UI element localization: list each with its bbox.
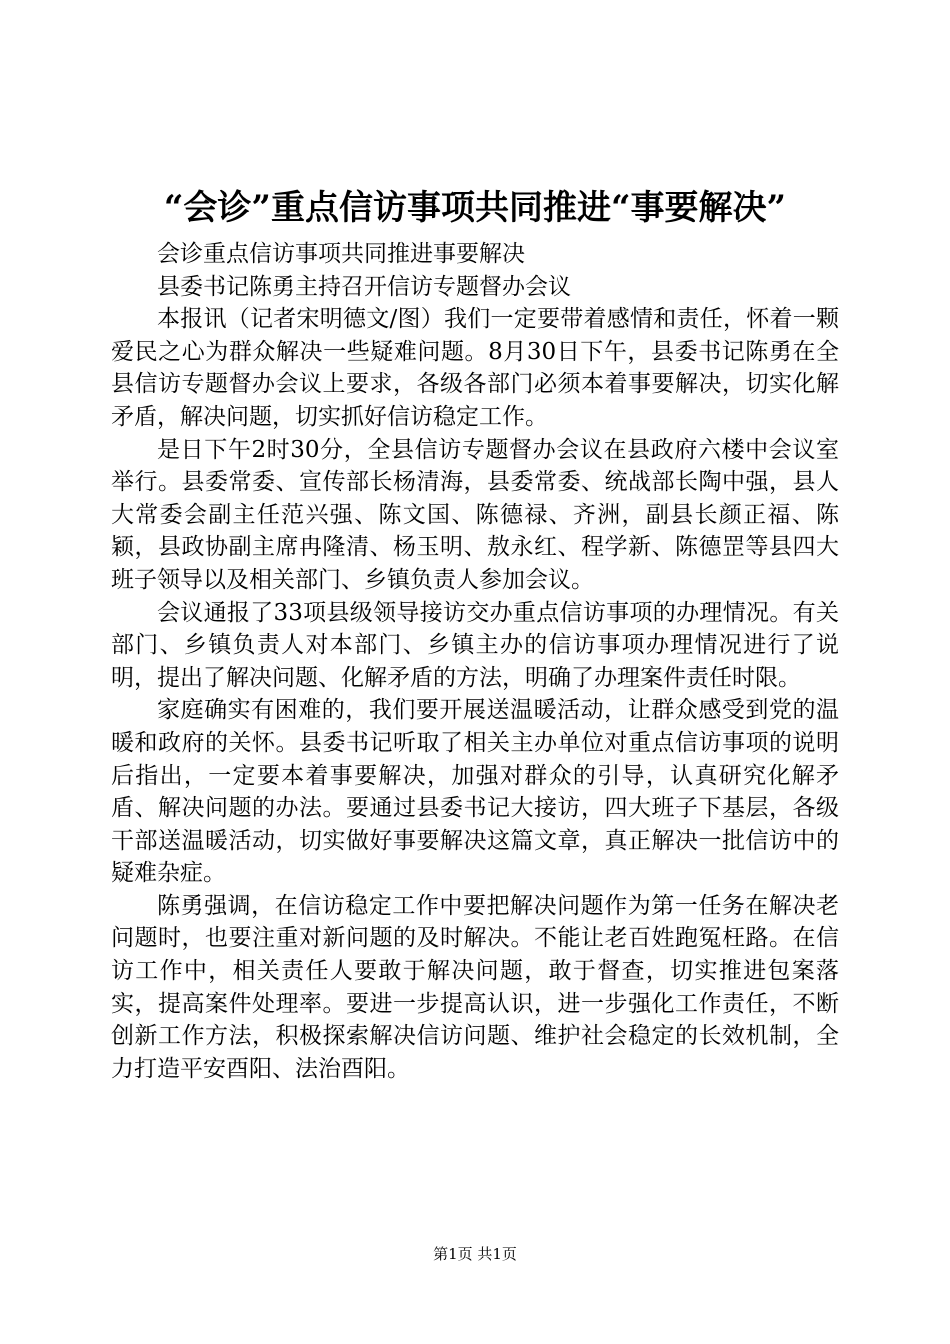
subtitle-paragraph: 会诊重点信访事项共同推进事要解决 [157, 241, 525, 267]
subtitle-paragraph: 县委书记陈勇主持召开信访专题督办会议 [157, 273, 571, 300]
body-paragraph: 会议通报了33项县级领导接访交办重点信访事项的办理情况。有关部门、乡镇负责人对本部门、乡镇主办的信访事项办理情况进行了说明，提出了解决问题、化解矛盾的方法，明确了办理案件责任时限。 [111, 599, 839, 691]
body-paragraph: 陈勇强调，在信访稳定工作中要把解决问题作为第一任务在解决老问题时，也要注重对新问题的及时解决。不能让老百姓跑冤枉路。在信访工作中，相关责任人要敢于解决问题，敢于督查，切实推进包案落实，提高案件处理率。要进一步提高认识，进一步强化工作责任，不断创新工作方法，积极探索解决信访问题、维护社会稳定的长效机制，全力打造平安酉阳、法治酉阳。 [111, 892, 839, 1082]
body-paragraph: 本报讯（记者宋明德文/图）我们一定要带着感情和责任，怀着一颗爱民之心为群众解决一些疑难问题。8月30日下午，县委书记陈勇在全县信访专题督办会议上要求，各级各部门必须本着事要解决，切实化解矛盾，解决问题，切实抓好信访稳定工作。 [111, 306, 839, 430]
body-paragraph: 家庭确实有困难的，我们要开展送温暖活动，让群众感受到党的温暖和政府的关怀。县委书记听取了相关主办单位对重点信访事项的说明后指出，一定要本着事要解决，加强对群众的引导，认真研究化解矛盾、解决问题的办法。要通过县委书记大接访，四大班子下基层，各级干部送温暖活动，切实做好事要解决这篇文章，真正解决一批信访中的疑难杂症。 [111, 697, 839, 887]
body-paragraph: 是日下午2时30分，全县信访专题督办会议在县政府六楼中会议室举行。县委常委、宣传部长杨清海，县委常委、统战部长陶中强，县人大常委会副主任范兴强、陈文国、陈德禄、齐洲，副县长颜正福、陈颖，县政协副主席冉隆清、杨玉明、敖永红、程学新、陈德罡等县四大班子领导以及相关部门、乡镇负责人参加会议。 [111, 436, 839, 593]
document-body [111, 238, 839, 1085]
page-number-footer: 第1页 共1页 [433, 1245, 517, 1263]
document-title: “会诊”重点信访事项共同推进“事要解决” [163, 188, 787, 228]
